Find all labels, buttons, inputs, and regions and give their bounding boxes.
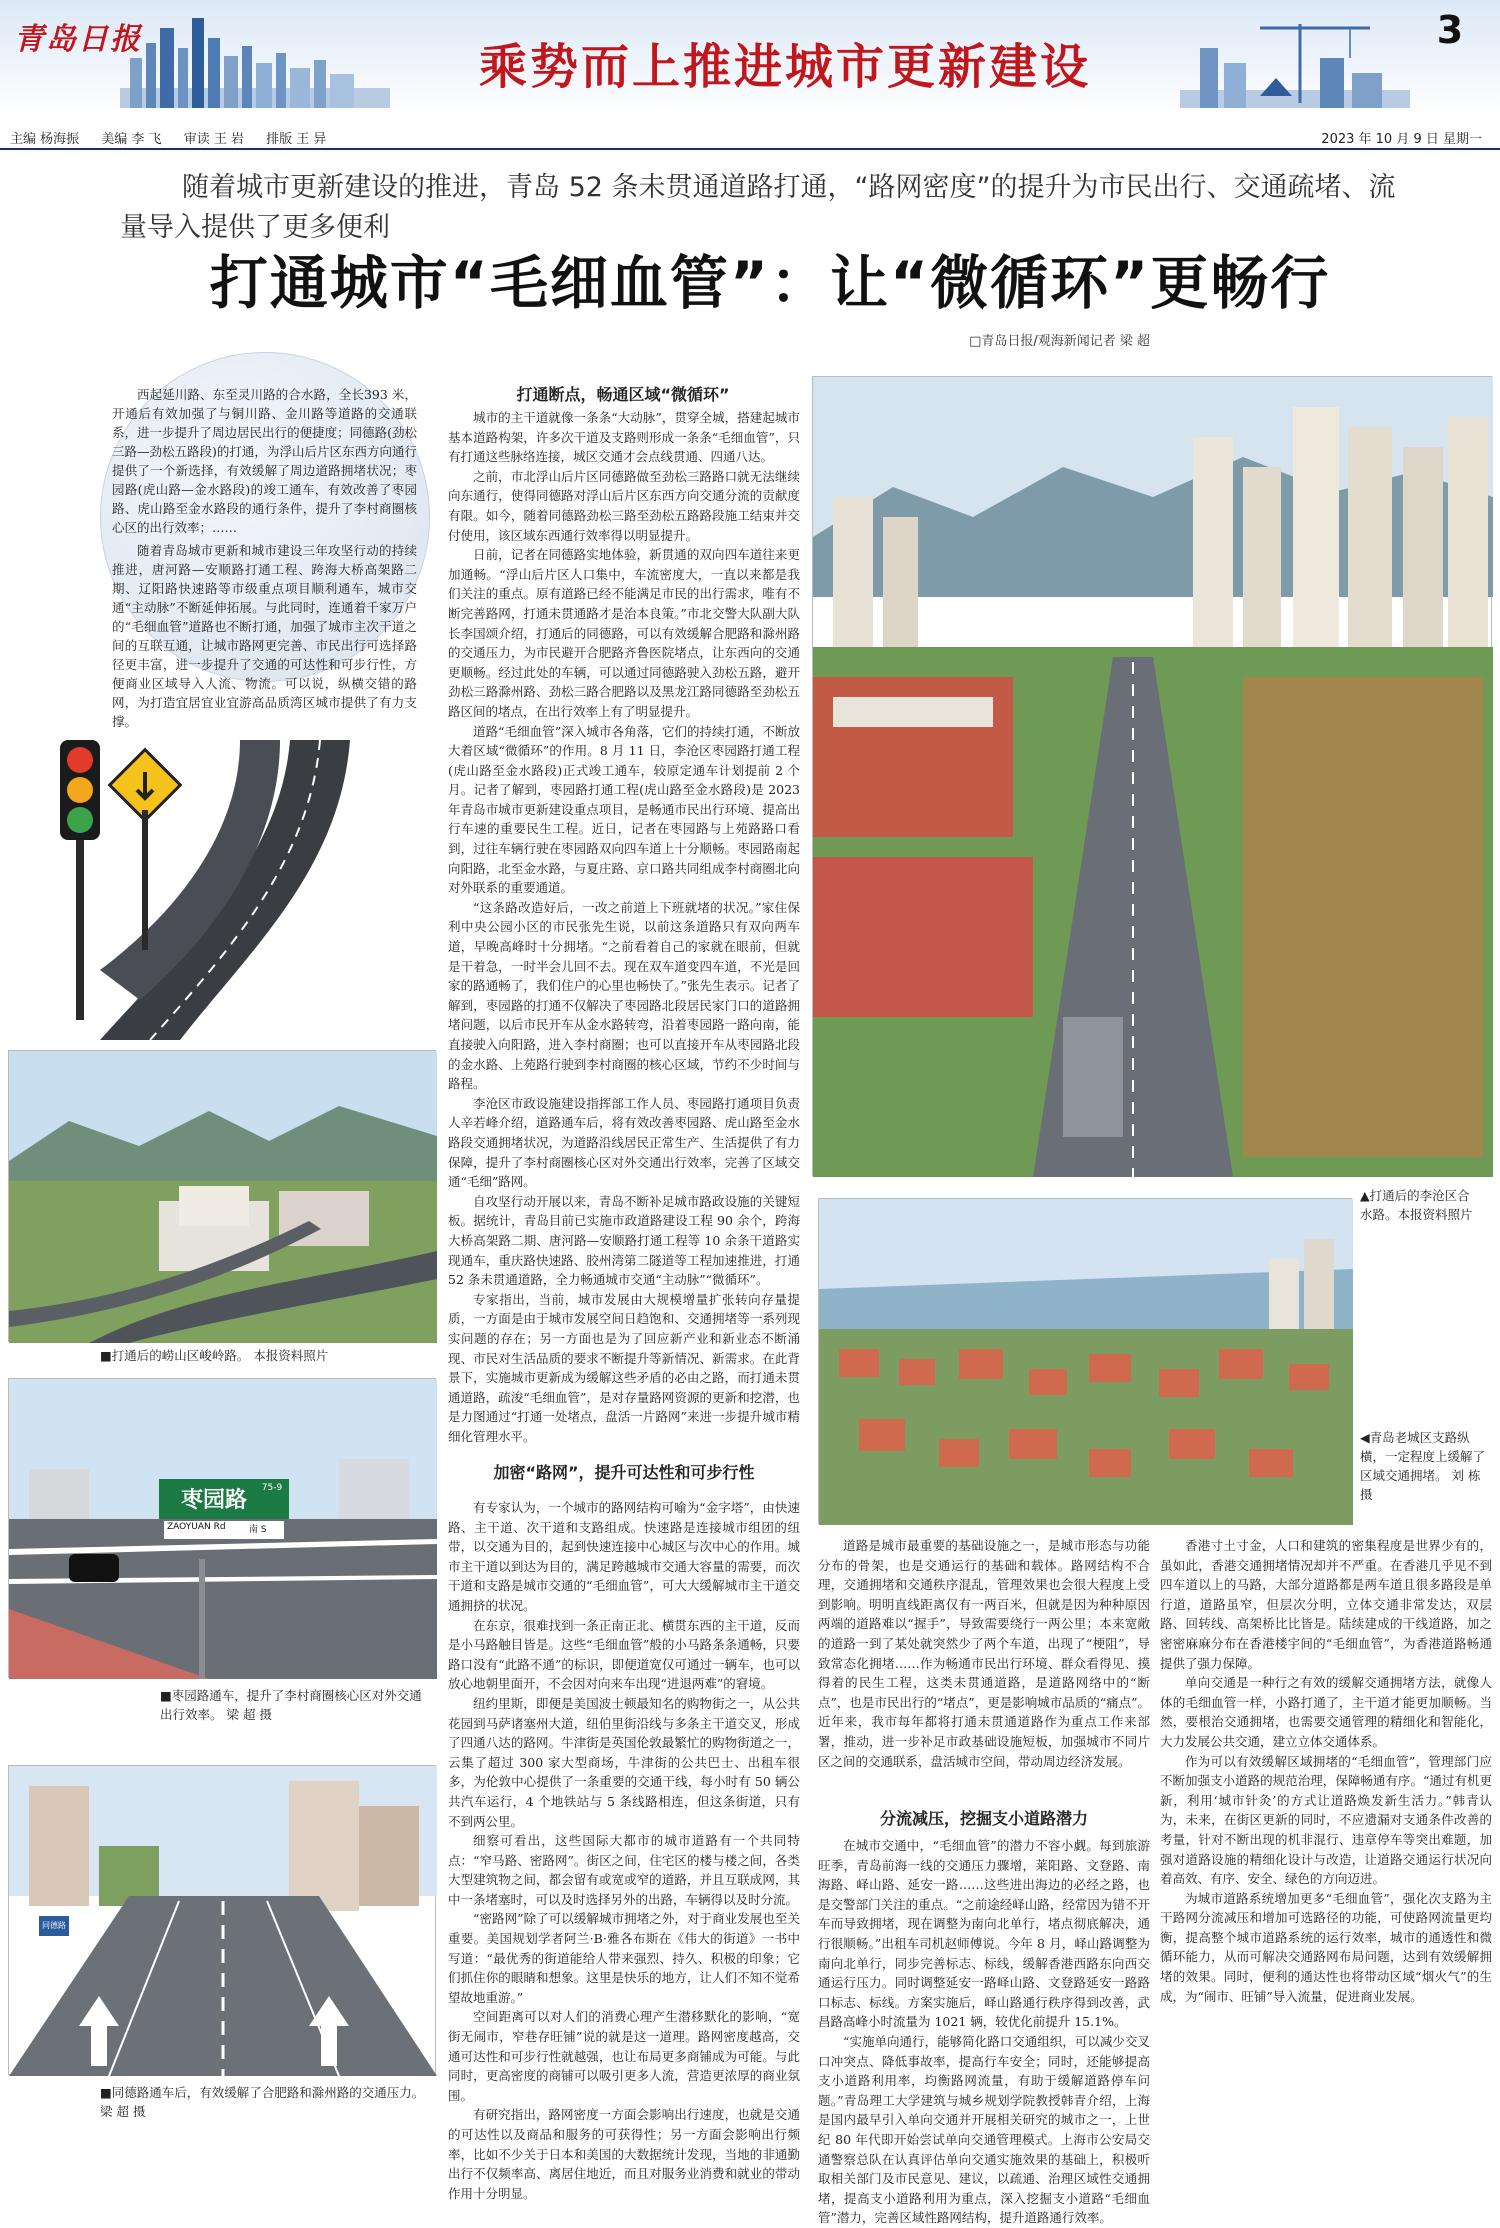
paragraph: 为城市道路系统增加更多“毛细血管”，强化次支路为主干路网分流减压和增加可选路径的功能，可使路网流量更均衡，提高整个城市道路系统的运行效率，城市的通透性和微循环能力，从而可解决交通路网布局问题，达到有效缓解拥堵的效果。同时，便利的通达性也将带动区域“烟火气”的生成，为“闹市、旺铺”导入流量，促进商业发展。 [1160,1890,1492,2004]
staff-layout: 排版 王 异 [266,132,327,147]
page-number: 3 [1436,8,1464,52]
street-sign-number: 75-9 [261,1483,283,1493]
tongde-sign-label: 同德路 [42,1921,66,1930]
paragraph: “密路网”除了可以缓解城市拥堵之外，对于商业发展也至关重要。美国规划学者阿兰·B·雅各布斯在《伟大的街道》一书中写道：“最优秀的街道能给人带来强烈、持久、积极的印象；它们抓住你的眼睛和想象。这里是快乐的地方，让人们不知不觉希望故地重游。” [448,1911,800,2005]
photo-laoshan-road [8,1050,436,1342]
masthead [0,0,1500,115]
staff-bar [0,126,1500,148]
paragraph: “实施单向通行，能够简化路口交通组织，可以减少交叉口冲突点、降低事故率，提高行车安全；同时，还能够提高支小道路利用率，均衡路网流量，有助于缓解道路停车问题。”青岛理工大学建筑与城乡规划学院教授韩青介绍，上海是国内最早引入单向交通并开展相关研究的城市之一，上世纪 80 年代即开始尝试单向交通管理模式。上海市公安局交通警察总队在认真评估单向交通实施效果的基础上，积极听取相关部门及市民意见、建议，以疏通、治理区域性交通拥堵，提高支小道路利用为重点，深入挖掘支小道路“毛细血管”潜力，完善区域性路网结构，提升道路通行效率。 [818,2033,1150,2226]
paragraph: 城市的主干道就像一条条“大动脉”，贯穿全城，搭建起城市基本道路构架，许多次干道及支路则形成一条条“毛细血管”，只有打通这些脉络连接，城区交通才会点线贯通、四通八达。 [448,410,800,465]
paragraph: 有专家认为，一个城市的路网结构可喻为“金字塔”，由快速路、主干道、次干道和支路组成。快速路是连接城市组团的纽带，以交通为目的，起到快速连接中心城区与次中心的作用。城市主干道以到达为目的，满足跨越城市交通大容量的需要，而次干道和支路是城市交通的“毛细血管”，可大大缓解城市主干道交通拥挤的状况。 [448,1500,800,1613]
paragraph: “这条路改造好后，一改之前道上下班就堵的状况。”家住保利中央公园小区的市民张先生说，以前这条道路只有双向两车道，早晚高峰时十分拥堵。“之前看着自己的家就在眼前，但就是干着急，一时半会儿回不去。现在双车道变四车道，不光是回家的路通畅了，我们住户的心里也畅快了。”张先生表示。记者了解到，枣园路的打通不仅解决了枣园路北段居民家门口的道路拥堵问题，以后市民开车从金水路转弯，沿着枣园路一路向南，能直接驶入向阳路，进入李村商圈；也可以直接开车从枣园路北段的金水路、上苑路行驶到李村商圈的核心区域，节约不少时间与路程。 [448,899,800,1092]
paragraph: 香港寸土寸金，人口和建筑的密集程度是世界少有的，虽如此，香港交通拥堵情况却并不严重。在香港几乎见不到四车道以上的马路，大部分道路都是两车道且很多路段是单行道，道路虽窄，但层次分明，立体交通非常发达，双层路、回转线、高架桥比比皆是。陆续建成的干线道路，加之密密麻麻分布在香港楼宇间的“毛细血管”，为香港道路畅通提供了强力保障。 [1160,1538,1492,1671]
paragraph: 单向交通是一种行之有效的缓解交通拥堵方法，就像人体的毛细血管一样，小路打通了，主干道才能更加顺畅。当然，要根治交通拥堵，也需要交通管理的精细化和智能化，大力发展公共交通，建立立体交通体系。 [1160,1675,1492,1749]
street-sign-direction: 南 S [249,1525,267,1535]
photo-qingdao-old-city [818,1198,1352,1524]
paragraph: 作为可以有效缓解区域拥堵的“毛细血管”，管理部门应不断加强支小道路的规范治理，保障畅通有序。“通过有机更新，利用‘城市针灸’的方式让道路焕发新生活力。”韩青认为，未来，在街区更新的同时，不应遗漏对支通条件改善的考量，针对不断出现的机非混行、违章停车等突出难题，加强对道路设施的精细化设计与改造，让道路交通运行状况向着高效、有序、安全、绿色的方向迈进。 [1160,1753,1492,1887]
intro-paragraph-1: 西起延川路、东至灵川路的合水路，全长393 米，开通后有效加强了与铜川路、金川路等道路的交通联系，进一步提升了周边居民出行的便捷度；同德路(劲松三路—劲松五路段)的打通，为浮山后片区东西方向通行提供了一个新选择，有效缓解了周边道路拥堵状况；枣园路(虎山路—金水路段)的竣工通车，有效改善了枣园路、虎山路至金水路段的通行条件，提升了李村商圈核心区的出行效率；…… [112,387,417,535]
traffic-light-road-illustration [40,740,400,1040]
paragraph: 之前，市北浮山后片区同德路做至劲松三路路口就无法继续向东通行，使得同德路对浮山后片区东西方向交通分流的贡献度有限。如今，随着同德路劲松三路至劲松五路路段施工结束并交付使用，该区域东西通行效率得以明显提升。 [448,468,800,543]
section-3-body [818,1836,1150,2226]
photo-licang-heshui-road [812,376,1492,1176]
section-3-title: 分流减压，挖掘支小道路潜力 [879,1809,1088,1828]
caption-tongde: ■同德路通车后，有效缓解了合肥路和滁州路的交通压力。 梁 超 摄 [100,2085,425,2119]
staff-reviewer: 审读 王 岩 [183,132,244,147]
section-2-body [448,1498,800,2201]
section-title: 乘势而上推进城市更新建设 [478,39,1091,95]
staff-designer: 美编 李 飞 [101,132,162,147]
section-3-continued [1160,1536,1492,2126]
paragraph: 在东京，很难找到一条正南正北、横贯东西的主干道，反而是小马路触目皆是。这些“毛细血管”般的小马路条条通畅，只要路口没有“此路不通”的标识，即便道宽仅可通过一辆车，也可以放心地朝里面开，不会因对向来车出现“进退两难”的窘境。 [448,1617,800,1692]
caption-laoshan: ■打通后的崂山区峻岭路。 本报资料照片 [100,1348,329,1363]
paragraph: 李沧区市政设施建设指挥部工作人员、枣园路打通项目负责人辛若峰介绍，道路通车后，将有效改善枣园路、虎山路至金水路段交通拥堵状况，为道路沿线居民正常生产、生活提供了有力保障，提升了李村商圈核心区对外交通出行效率，完善了区域交通“毛细”路网。 [448,1095,800,1190]
section-1-body [448,408,800,1444]
photo-zaoyuan-road [8,1378,436,1678]
issue-date: 2023 年 10 月 9 日 星期一 [1321,132,1482,147]
article-byline: □青岛日报/观海新闻记者 梁 超 [969,334,1150,349]
caption-zaoyuan: ■枣园路通车，提升了李村商圈核心区对外交通出行效率。 梁 超 摄 [160,1688,422,1722]
section-2-continued [818,1536,1150,1796]
caption-qingdao: ◀青岛老城区支路纵横，一定程度上缓解了区域交通拥堵。 刘 栋 摄 [1360,1430,1486,1502]
intro-paragraph-2: 随着青岛城市更新和城市建设三年攻坚行动的持续推进，唐河路—安顺路打通工程、跨海大桥高架路二期、辽阳路快速路等市级重点项目顺利通车，城市交通“主动脉”不断延伸拓展。与此同时，连通着千家万户的“毛细血管”道路也不断打通，加强了城市主次干道之间的互联互通，让城市路网更完善、市民出行可选择路径更丰富，进一步提升了交通的可达性和可步行性，方便商业区域导入人流、物流。可以说，纵横交错的路网，为打造宜居宜业宜游高品质湾区城市提供了有力支撑。 [112,543,417,729]
paragraph: 专家指出，当前，城市发展由大规模增量扩张转向存量提质，一方面是由于城市发展空间日趋饱和、交通拥堵等一系列现实问题的存在；另一方面也是为了回应新产业和新业态不断涌现、市民对生活品质的要求不断提升等新情况、新需求。在此背景下，实施城市更新成为缓解这些矛盾的必由之路，而打通未贯通道路，疏浚“毛细血管”，是对存量路网资源的更新和挖潜，也是力图通过“打通一处堵点，盘活一片路网”来进一步提升城市精细化管理水平。 [448,1291,800,1444]
paragraph: 在城市交通中，“毛细血管”的潜力不容小觑。每到旅游旺季，青岛前海一线的交通压力骤增，莱阳路、文登路、南海路、峄山路、延安一路……这些进出海边的必经之路，也是交警部门关注的重点。“之前途经峄山路，经常因为错不开车而导致拥堵，现在调整为南向北单行，堵点彻底解决，通行很顺畅。”出租车司机赵师傅说。今年 8 月，峄山路调整为南向北单行，同步完善标志、标线，缓解香港西路东向西交通运行压力。同时调整延安一路峄山路、文登路延安一路路口标志、标线。方案实施后，峄山路通行秩序得到改善，武昌路高峰小时流量为 1021 辆，较优化前提升 15.1%。 [818,1838,1150,2030]
intro-text [112,385,417,731]
article-subhead: 随着城市更新建设的推进，青岛 52 条未贯通道路打通，“路网密度”的提升为市民出行、交通疏堵、流量导入提供了更多便利 [120,172,1396,243]
street-sign-name: 枣园路 [180,1488,247,1513]
staff-editor: 主编 杨海振 [10,132,80,147]
street-sign-pinyin: ZAOYUAN Rd [167,1522,226,1532]
article-headline: 打通城市“毛细血管”：让“微循环”更畅行 [209,249,1331,317]
paragraph: 自攻坚行动开展以来，青岛不断补足城市路政设施的关键短板。据统计，青岛目前已实施市政道路建设工程 90 余个，跨海大桥高架路二期、唐河路—安顺路打通工程等 10 余条干道路实现通车，重庆路快速路、胶州湾第二隧道等工程加速推进，打通 52 条未贯通道路，全力畅通城市交通“主动脉”“微循环”。 [448,1193,800,1288]
construction-illustration [1180,18,1410,108]
photo-tongde-road [8,1765,436,2075]
paragraph: 空间距离可以对人们的消费心理产生潜移默化的影响，“宽街无闹市，窄巷存旺铺”说的就是这一道理。路网密度越高，交通可达性和可步行性就越强，也让布局更多商铺成为可能。与此同时，更高密度的商铺可以吸引更多人流，营造更浓厚的商业氛围。 [448,2009,800,2103]
section-1-title: 打通断点，畅通区域“微循环” [516,385,730,404]
caption-licang: ▲打通后的李沧区合水路。本报资料照片 [1360,1188,1473,1222]
newspaper-logo: 青岛日报 [14,22,142,57]
staff-list [10,128,344,147]
section-2-title: 加密“路网”，提升可达性和可步行性 [493,1463,755,1482]
paragraph: 纽约里斯，即便是美国波士顿最知名的购物街之一，从公共花园到马萨诸塞州大道，纽伯里街沿线与多条主干道交叉，形成了四通八达的路网。牛津街是英国伦敦最繁忙的购物街道之一，云集了超过 300 家大型商场，牛津街的公共巴士、出租车很多，为伦敦中心提供了一条重要的交通干线，每小时有 50 辆公共汽车运行，4 个地铁站与 5 条线路相连，但这条街道，只有不到两公里。 [448,1695,800,1829]
masthead-rule [0,148,1500,150]
paragraph: 细察可看出，这些国际大都市的城市道路有一个共同特点：“窄马路、密路网”。街区之间，住宅区的楼与楼之间，各类大型建筑物之间，都会留有或宽或窄的道路，并且互联成网，其中一条堵塞时，可以及时选择另外的出路，车辆得以及时分流。 [448,1833,800,1907]
paragraph: 有研究指出，路网密度一方面会影响出行速度，也就是交通的可达性以及商品和服务的可获得性；另一方面会影响出行频率，比如不少关于日本和美国的大数据统计发现，当地的非通勤出行不仅频率高、离居住地近，而且对服务业消费和就业的带动作用十分明显。 [448,2107,800,2201]
paragraph: 道路“毛细血管”深入城市各角落，它们的持续打通，不断放大着区域“微循环”的作用。8 月 11 日，李沧区枣园路打通工程(虎山路至金水路段)正式竣工通车，较原定通车计划提前 2 个月。记者了解到，枣园路打通工程(虎山路至金水路段)是 2023 年青岛市城市更新建设重点项目，是畅通市民出行环境、提高出行车速的重要民生工程。近日，记者在枣园路与上苑路路口看到，过往车辆行驶在枣园路双向四车道上十分顺畅。枣园路南起向阳路，北至金水路，与夏庄路、京口路共同组成李村商圈北向对外联系的重要通道。 [448,723,800,896]
paragraph: 道路是城市最重要的基础设施之一，是城市形态与功能分布的骨架，也是交通运行的基础和载体。路网结构不合理，交通拥堵和交通秩序混乱，管理效果也会很大程度上受到影响。明明直线距离仅有一两百米，但就是因为种种原因两端的道路难以“握手”，导致需要绕行一两公里；本来宽敞的道路一到了某处就突然少了两个车道，出现了“梗阻”，导致常态化拥堵……作为畅通市民出行环境、群众看得见、摸得着的民生工程，这类未贯通道路，是道路网络中的“断点”，也是市民出行的“堵点”，更是影响城市品质的“痛点”。近年来，我市每年都将打通未贯通道路作为重点工作来部署，推动，进一步补足市政基础设施短板，加强城市不同片区之间的交通联系，盘活城市空间，带动周边经济发展。 [818,1538,1150,1769]
skyline-left-illustration [120,18,390,108]
paragraph: 日前，记者在同德路实地体验，新贯通的双向四车道往来更加通畅。“浮山后片区人口集中，车流密度大，一直以来都是我们关注的重点。原有道路已经不能满足市民的出行需求，唯有不断完善路网，打通未贯通路才是治本良策。”市北交警大队副大队长李国颂介绍，打通后的同德路，可以有效缓解合肥路和滁州路的交通压力，为市民避开合肥路齐鲁医院堵点，让东西向的交通更顺畅。经过此处的车辆，可以通过同德路驶入劲松五路，避开劲松三路滁州路、劲松三路合肥路以及黑龙江路同德路至劲松五路区间的堵点，在出行效率上有了明显提升。 [448,547,800,719]
